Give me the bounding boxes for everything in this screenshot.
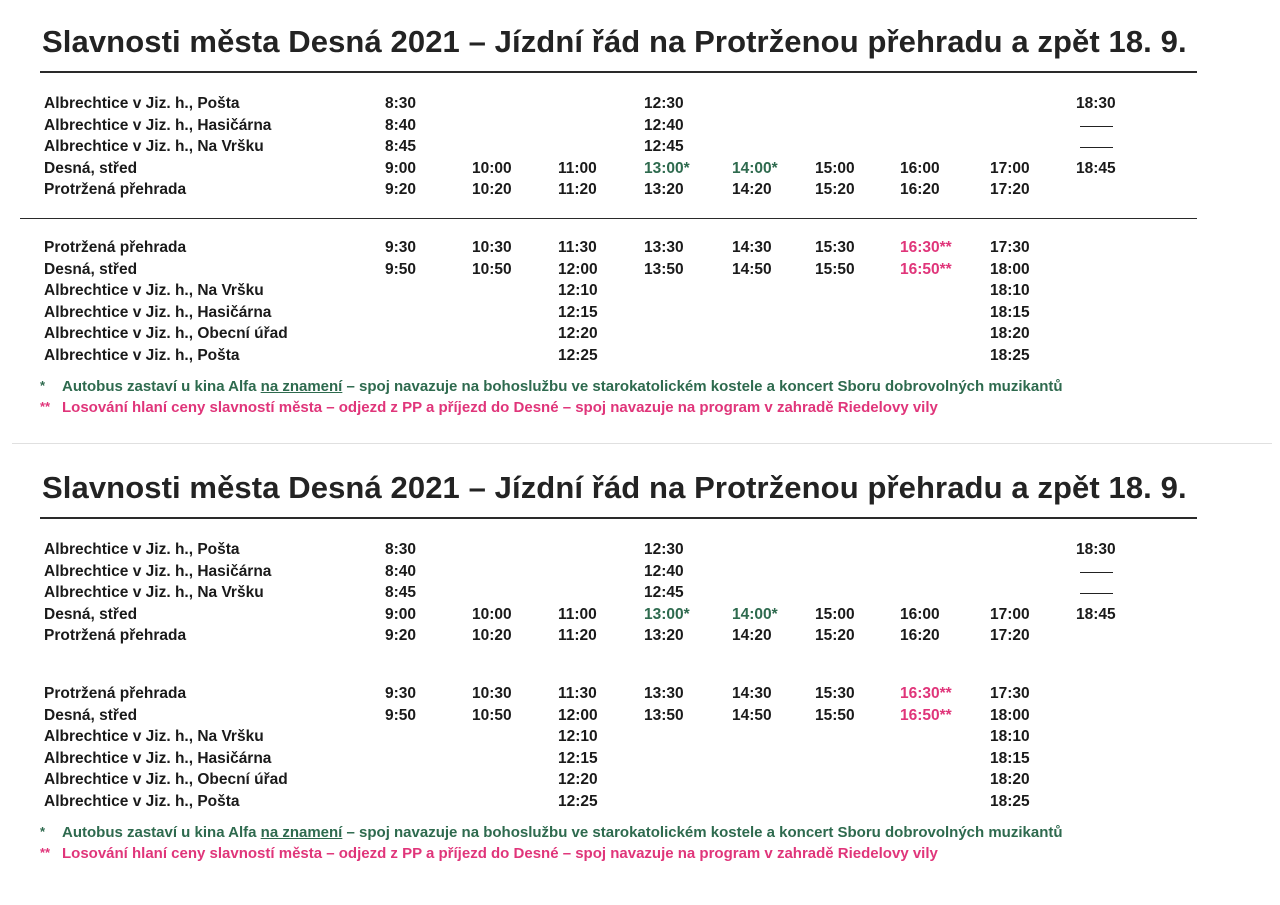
departure-time: 9:00 — [385, 159, 417, 177]
departure-time: 14:50 — [732, 260, 772, 278]
departure-time: 12:20 — [558, 771, 598, 788]
footnotes — [40, 378, 1063, 420]
departure-time: 9:00 — [385, 605, 417, 623]
timetable-sheet-2 — [0, 446, 1280, 896]
no-stop-dash — [1080, 593, 1113, 594]
table-row — [0, 706, 1200, 728]
departure-time: 13:00* — [644, 605, 690, 623]
departure-time: 15:00 — [815, 159, 855, 177]
departure-time: 16:50** — [900, 706, 952, 724]
departure-time: 8:30 — [385, 95, 417, 112]
departure-time: 18:45 — [1076, 605, 1116, 623]
table-row — [0, 180, 1200, 202]
departure-time: 14:20 — [732, 627, 772, 644]
stop-name: Albrechtice v Jiz. h., Pošta — [44, 346, 240, 364]
departure-time: 16:00 — [900, 605, 940, 623]
stop-name: Protržená přehrada — [44, 239, 187, 256]
table-row — [0, 94, 1200, 116]
stop-name: Albrechtice v Jiz. h., Hasičárna — [44, 303, 272, 321]
table-row — [0, 159, 1200, 181]
stop-name: Albrechtice v Jiz. h., Obecní úřad — [44, 771, 288, 788]
departure-time: 15:30 — [815, 239, 855, 256]
departure-time: 14:00* — [732, 605, 778, 623]
departure-time: 14:50 — [732, 706, 772, 724]
departure-time: 12:45 — [644, 584, 684, 601]
page-title: Slavnosti města Desná 2021 – Jízdní řád na Protrženou přehradu a zpět 18. 9. — [42, 24, 1187, 59]
departure-time: 12:25 — [558, 346, 598, 364]
departure-time: 13:30 — [644, 685, 684, 702]
table-row — [0, 281, 1200, 303]
stop-name: Albrechtice v Jiz. h., Obecní úřad — [44, 325, 288, 342]
departure-time: 17:20 — [990, 181, 1030, 198]
departure-time: 12:20 — [558, 325, 598, 342]
departure-time: 16:30** — [900, 239, 952, 256]
departure-time: 15:00 — [815, 605, 855, 623]
departure-time: 13:30 — [644, 239, 684, 256]
stop-name: Desná, střed — [44, 159, 138, 177]
stop-name: Albrechtice v Jiz. h., Na Vršku — [44, 282, 264, 299]
departure-time: 15:50 — [815, 260, 855, 278]
stop-name: Albrechtice v Jiz. h., Hasičárna — [44, 562, 272, 580]
departure-time: 18:45 — [1076, 159, 1116, 177]
stop-name: Protržená přehrada — [44, 181, 187, 198]
stop-name: Albrechtice v Jiz. h., Na Vršku — [44, 584, 264, 601]
stop-name: Desná, střed — [44, 706, 138, 724]
stop-name: Albrechtice v Jiz. h., Na Vršku — [44, 728, 264, 745]
departure-time: 14:30 — [732, 239, 772, 256]
no-stop-dash — [1080, 126, 1113, 127]
departure-time: 8:45 — [385, 138, 417, 155]
departure-time: 16:20 — [900, 181, 940, 198]
departure-time: 18:20 — [990, 325, 1030, 342]
timetable-sheet-1 — [0, 0, 1280, 450]
footnote-asterisk: * Autobus zastaví u kina Alfa na znamení – spoj navazuje na bohoslužbu ve starokatolickém kostele a koncert Sboru dobrovolných muzikantů — [40, 824, 1063, 841]
departure-time: 13:00* — [644, 159, 690, 177]
stop-name: Protržená přehrada — [44, 685, 187, 702]
departure-time: 14:30 — [732, 685, 772, 702]
departure-time: 12:25 — [558, 792, 598, 810]
table-row — [0, 137, 1200, 159]
table-row — [0, 770, 1200, 792]
departure-time: 9:50 — [385, 260, 417, 278]
departure-time: 9:50 — [385, 706, 417, 724]
departure-time: 18:30 — [1076, 95, 1116, 112]
table-row — [0, 749, 1200, 771]
departure-time: 10:00 — [472, 605, 512, 623]
departure-time: 17:30 — [990, 239, 1030, 256]
departure-time: 18:20 — [990, 771, 1030, 788]
departure-time: 13:50 — [644, 260, 684, 278]
stop-name: Protržená přehrada — [44, 627, 187, 644]
stop-name: Desná, střed — [44, 260, 138, 278]
page-divider — [12, 443, 1272, 444]
departure-time: 9:20 — [385, 627, 417, 644]
footnote-asterisk: * Autobus zastaví u kina Alfa na znamení – spoj navazuje na bohoslužbu ve starokatolickém kostele a koncert Sboru dobrovolných muzikantů — [40, 378, 1063, 395]
table-row — [0, 684, 1200, 706]
departure-time: 11:00 — [558, 605, 597, 623]
title-rule — [40, 517, 1197, 519]
stop-name: Albrechtice v Jiz. h., Hasičárna — [44, 116, 272, 134]
departure-time: 9:20 — [385, 181, 417, 198]
departure-time: 17:00 — [990, 605, 1030, 623]
departure-time: 18:15 — [990, 303, 1030, 321]
departure-time: 18:25 — [990, 792, 1030, 810]
departure-time: 18:00 — [990, 260, 1030, 278]
table-row — [0, 605, 1200, 627]
departure-time: 8:45 — [385, 584, 417, 601]
stop-name: Desná, střed — [44, 605, 138, 623]
departure-time: 14:00* — [732, 159, 778, 177]
departure-time: 12:15 — [558, 303, 598, 321]
stop-name: Albrechtice v Jiz. h., Pošta — [44, 541, 240, 558]
departure-time: 12:40 — [644, 116, 684, 134]
table-row — [0, 116, 1200, 138]
departure-time: 17:20 — [990, 627, 1030, 644]
departure-time: 9:30 — [385, 239, 417, 256]
table-row — [0, 260, 1200, 282]
table-row — [0, 346, 1200, 368]
departure-time: 11:30 — [558, 685, 597, 702]
departure-time: 17:30 — [990, 685, 1030, 702]
table-row — [0, 792, 1200, 814]
departure-time: 18:00 — [990, 706, 1030, 724]
page-title: Slavnosti města Desná 2021 – Jízdní řád na Protrženou přehradu a zpět 18. 9. — [42, 470, 1187, 505]
departure-time: 16:30** — [900, 685, 952, 702]
departure-time: 18:30 — [1076, 541, 1116, 558]
table-row — [0, 583, 1200, 605]
departure-time: 16:20 — [900, 627, 940, 644]
departure-time: 15:20 — [815, 181, 855, 198]
departure-time: 12:10 — [558, 282, 598, 299]
stop-name: Albrechtice v Jiz. h., Pošta — [44, 792, 240, 810]
footnote-double-asterisk: ** Losování hlaní ceny slavností města – odjezd z PP a příjezd do Desné – spoj navazuje na program v zahradě Riedelovy vily — [40, 845, 938, 862]
departure-time: 12:40 — [644, 562, 684, 580]
table-row — [0, 727, 1200, 749]
departure-time: 9:30 — [385, 685, 417, 702]
departure-time: 12:45 — [644, 138, 684, 155]
departure-time: 10:00 — [472, 159, 512, 177]
departure-time: 10:30 — [472, 685, 512, 702]
departure-time: 16:00 — [900, 159, 940, 177]
table-row — [0, 324, 1200, 346]
footnotes — [40, 824, 1063, 866]
stop-name: Albrechtice v Jiz. h., Hasičárna — [44, 749, 272, 767]
table-row — [0, 562, 1200, 584]
departure-time: 15:30 — [815, 685, 855, 702]
departure-time: 17:00 — [990, 159, 1030, 177]
departure-time: 10:20 — [472, 181, 512, 198]
departure-time: 10:30 — [472, 239, 512, 256]
no-stop-dash — [1080, 147, 1113, 148]
departure-time: 12:30 — [644, 95, 684, 112]
departure-time: 13:20 — [644, 627, 684, 644]
departure-time: 14:20 — [732, 181, 772, 198]
stop-name: Albrechtice v Jiz. h., Na Vršku — [44, 138, 264, 155]
departure-time: 18:10 — [990, 728, 1030, 745]
departure-time: 8:30 — [385, 541, 417, 558]
table-row — [0, 238, 1200, 260]
departure-time: 13:50 — [644, 706, 684, 724]
table-row — [0, 303, 1200, 325]
stop-name: Albrechtice v Jiz. h., Pošta — [44, 95, 240, 112]
departure-time: 11:20 — [558, 627, 597, 644]
table-row — [0, 626, 1200, 648]
departure-time: 12:15 — [558, 749, 598, 767]
departure-time: 18:10 — [990, 282, 1030, 299]
departure-time: 10:20 — [472, 627, 512, 644]
departure-time: 13:20 — [644, 181, 684, 198]
departure-time: 12:10 — [558, 728, 598, 745]
departure-time: 12:00 — [558, 706, 598, 724]
direction-divider — [20, 218, 1197, 219]
no-stop-dash — [1080, 572, 1113, 573]
departure-time: 12:30 — [644, 541, 684, 558]
departure-time: 11:00 — [558, 159, 597, 177]
departure-time: 18:15 — [990, 749, 1030, 767]
departure-time: 15:20 — [815, 627, 855, 644]
title-rule — [40, 71, 1197, 73]
departure-time: 10:50 — [472, 260, 512, 278]
table-row — [0, 540, 1200, 562]
departure-time: 11:20 — [558, 181, 597, 198]
departure-time: 16:50** — [900, 260, 952, 278]
departure-time: 11:30 — [558, 239, 597, 256]
departure-time: 10:50 — [472, 706, 512, 724]
departure-time: 12:00 — [558, 260, 598, 278]
departure-time: 8:40 — [385, 116, 417, 134]
departure-time: 8:40 — [385, 562, 417, 580]
departure-time: 18:25 — [990, 346, 1030, 364]
departure-time: 15:50 — [815, 706, 855, 724]
footnote-double-asterisk: ** Losování hlaní ceny slavností města – odjezd z PP a příjezd do Desné – spoj navazuje na program v zahradě Riedelovy vily — [40, 399, 938, 416]
